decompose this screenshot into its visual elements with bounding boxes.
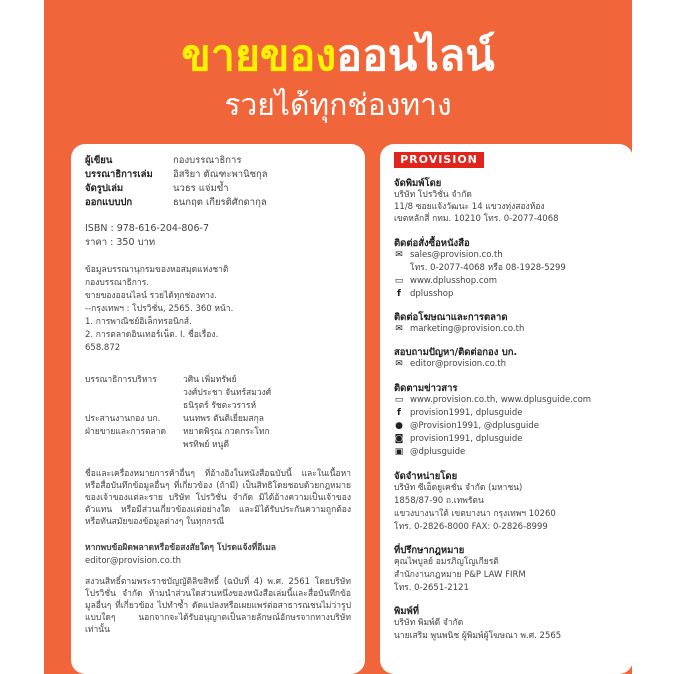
cover-title-yellow: ขายของ (181, 31, 337, 81)
news-ig[interactable]: provision1991, dplusguide (410, 434, 523, 444)
cover-subtitle: รวยได้ทุกช่องทาง (224, 88, 452, 123)
catalog-line: กองบรรณาธิการ. (85, 278, 149, 288)
publisher-address: 11/8 ซอยแจ้งวัฒนะ 14 แขวงทุ่งสองห้อง (394, 202, 545, 212)
facebook-icon: f (397, 408, 401, 418)
staff-name: วศิน เพิ่มทรัพย์ (183, 375, 237, 385)
ads-heading: ติดต่อโฆษณาและการตลาด (394, 312, 508, 323)
order-email[interactable]: sales@provision.co.th (410, 250, 503, 260)
facebook-icon: f (397, 289, 401, 299)
catalog-line: --กรุงเทพฯ : โปรวิชั่น, 2565. 360 หน้า. (85, 304, 234, 314)
news-web[interactable]: www.provision.co.th, www.dplusguide.com (410, 395, 592, 405)
catalog-line: ข้อมูลบรรณานุกรมของหอสมุดแห่งชาติ (85, 265, 229, 275)
publisher-address: เขตหลักสี่ กทม. 10210 โทร. 0-2077-4068 (394, 214, 559, 224)
trademark-notice: ชื่อและเครื่องหมายการค้าอื่นๆ ที่อ้างอิงในหนังสือฉบับนี้ และในเนื้อหาหรือสื่อบันทึกข้อมูลอื่นๆ ที่เกี่ยวข้อง (ถ้ามี) เป็นสิทธิโดยชอบด้วยกฎหมายของเจ้าของแต่ละราย บริษัท โปรวิชั่น จำกัด มิได้อ้างความเป็นเจ้าของ ตัวแทน หรือมีส่วนเกี่ยวข้องแต่อย่างใด และมิได้รับประกันความถูกต้องหรือทันสมัยของข้อมูลต่างๆ ในทุกกรณี (85, 469, 351, 527)
publisher-card (380, 144, 633, 674)
catalog-line: 1. การพาณิชย์อิเล็กทรอนิกส์. (85, 317, 192, 327)
published-by-heading: จัดพิมพ์โดย (394, 178, 442, 189)
credit-label: บรรณาธิการเล่ม (85, 169, 153, 180)
credit-row (85, 168, 268, 181)
staff-name: นนทพร ตันติเยี่ยมสกุล (183, 414, 264, 424)
staff-name: หยาดพิรุณ กวดกระโทก (183, 427, 270, 437)
credit-row (85, 182, 229, 195)
news-line[interactable]: @dplusguide (410, 447, 466, 457)
news-web-row (394, 394, 591, 406)
cover-title-white: ออนไลน์ (336, 31, 495, 81)
catalog-line: 2. การตลาดอินเทอร์เน็ต. I. ชื่อเรื่อง. (85, 330, 219, 340)
news-heading: ติดตามข่าวสาร (394, 383, 458, 394)
credit-row (85, 196, 267, 209)
news-line-row (394, 446, 465, 458)
ads-email[interactable]: marketing@provision.co.th (410, 324, 525, 334)
staff-label: บรรณาธิการบริหาร (85, 375, 157, 385)
error-email[interactable]: editor@provision.co.th (85, 556, 182, 566)
staff-label: ประสานงานกอง บก. (85, 414, 161, 424)
twitter-icon: ● (395, 421, 403, 431)
provision-logo: PROVISION (394, 152, 484, 168)
order-fb-row (394, 288, 453, 300)
news-tw[interactable]: @Provision1991, @dplusguide (410, 421, 540, 431)
staff-name: วงศ์ประชา จันทร์สมวงศ์ (183, 388, 272, 398)
mail-icon: ✉ (395, 250, 403, 260)
publisher-name: บริษัท โปรวิชั่น จำกัด (394, 190, 472, 200)
credit-label: จัดรูปเล่ม (85, 183, 124, 194)
cover-title (44, 26, 632, 86)
dist-phone: โทร. 0-2826-8000 FAX: 0-2826-8999 (394, 522, 548, 532)
copyright-notice: สงวนสิทธิ์ตามพระราชบัญญัติลิขสิทธิ์ (ฉบับที่ 4) พ.ศ. 2561 โดยบริษัท โปรวิชั่น จำกัด ห้ามนำส่วนใดส่วนหนึ่งของหนังสือเล่มนี้และสื่อบันทึกข้อมูลอื่นๆ ที่เกี่ยวข้อง ไปทำซ้ำ ดัดแปลงหรือเผยแพร่ต่อสาธารณชนไม่ว่ารูปแบบใดๆ นอกจากจะได้รับอนุญาตเป็นลายลักษณ์อักษรจากทางบริษัทเท่านั้น (85, 577, 351, 635)
credit-value: ธนกฤต เกียรติศักดากุล (173, 197, 267, 208)
order-email-row (394, 249, 503, 261)
news-fb[interactable]: provision1991, dplusguide (410, 408, 523, 418)
mail-icon: ✉ (395, 324, 403, 334)
error-note: หากพบข้อผิดพลาดหรือข้อสงสัยใดๆ โปรดแจ้งที่อีเมล (85, 543, 277, 553)
order-web[interactable]: www.dplusshop.com (410, 276, 498, 286)
isbn: ISBN : 978-616-204-806-7 (85, 223, 209, 234)
dist-name: บริษัท ซีเอ็ดยูเคชั่น จำกัด (มหาชน) (394, 483, 523, 493)
credit-value: กองบรรณาธิการ (173, 155, 242, 166)
order-web-row (394, 275, 497, 287)
news-tw-row (394, 420, 539, 432)
staff-name: ธนิรุตร์ รัชตะวรารห์ (183, 401, 257, 411)
catalog-line: ขายของออนไลน์ รวยได้ทุกช่องทาง. (85, 291, 217, 301)
order-fb[interactable]: dplusshop (410, 289, 454, 299)
editor-email-row (394, 358, 506, 370)
dist-heading: จัดจำหน่ายโดย (394, 471, 458, 482)
print-person: นายเสริม พูนพนิช ผู้พิมพ์ผู้โฆษณา พ.ศ. 2565 (394, 631, 562, 641)
staff-name: พรทิพย์ หนูดี (183, 440, 229, 450)
credit-value: อิสริยา ตัณฑะพานิชกุล (173, 169, 268, 180)
credit-row (85, 154, 241, 167)
price: ราคา : 350 บาท (85, 237, 156, 248)
order-heading: ติดต่อสั่งซื้อหนังสือ (394, 238, 470, 249)
computer-icon: ▭ (394, 276, 404, 286)
dist-address: 1858/87-90 ถ.เทพรัตน (394, 496, 484, 506)
credits-card (71, 144, 365, 674)
credit-label: ออกแบบปก (85, 197, 133, 208)
mail-icon: ✉ (395, 359, 403, 369)
credit-label: ผู้เขียน (85, 155, 113, 166)
news-ig-row (394, 433, 522, 445)
print-name: บริษัท พิมพ์ดี จำกัด (394, 618, 464, 628)
news-fb-row (394, 407, 522, 419)
legal-phone: โทร. 0-2651-2121 (394, 583, 469, 593)
legal-heading: ที่ปรึกษากฎหมาย (394, 545, 465, 556)
line-icon: ▣ (394, 447, 404, 457)
ads-email-row (394, 323, 524, 335)
staff-label: ฝ่ายขายและการตลาด (85, 427, 167, 437)
computer-icon: ▭ (394, 395, 404, 405)
print-heading: พิมพ์ที่ (394, 606, 420, 617)
credit-value: นวธร แจ่มข้ำ (173, 183, 229, 194)
dist-address: แขวงบางนาใต้ เขตบางนา กรุงเทพฯ 10260 (394, 509, 556, 519)
editor-email[interactable]: editor@provision.co.th (410, 359, 507, 369)
instagram-icon: ◙ (394, 434, 404, 444)
catalog-line: 658.872 (85, 343, 121, 353)
legal-name: คุณไพบูลย์ อมรภิญโญเกียรติ (394, 557, 499, 567)
order-phone: โทร. 0-2077-4068 หรือ 08-1928-5299 (410, 263, 566, 273)
legal-firm: สำนักงานกฎหมาย P&P LAW FIRM (394, 570, 526, 580)
editor-heading: สอบถามปัญหา/ติดต่อกอง บก. (394, 347, 518, 358)
